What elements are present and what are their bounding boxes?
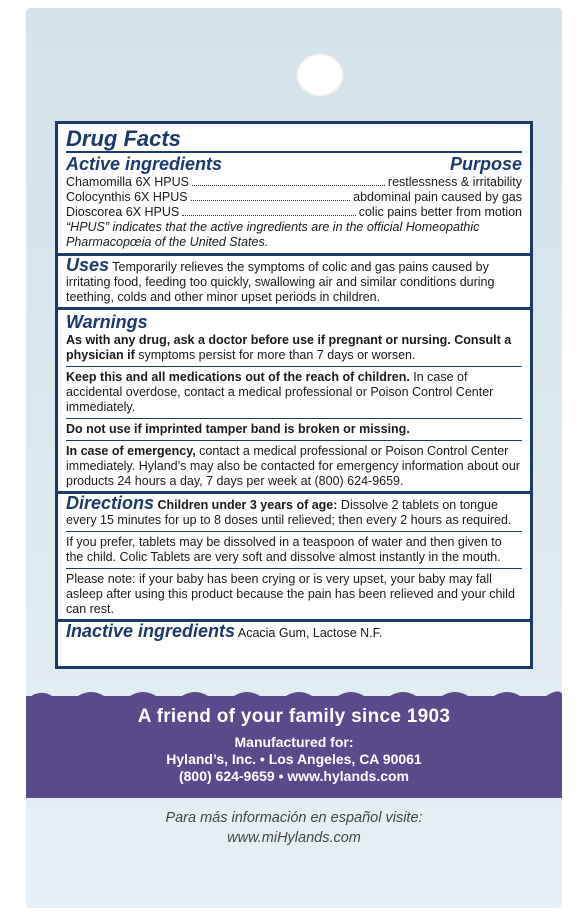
ingredient-row [66, 175, 522, 190]
dot-leader [182, 205, 355, 216]
divider [66, 418, 522, 419]
divider [66, 568, 522, 569]
hang-hole [296, 53, 344, 97]
inactive-text: Acacia Gum, Lactose N.F. [237, 626, 383, 640]
dot-leader [192, 175, 385, 186]
drug-facts-title: Drug Facts [66, 127, 522, 153]
dot-leader [191, 190, 351, 201]
brand-banner [26, 696, 562, 798]
warning-children [66, 370, 522, 415]
ingredient-purpose: abdominal pain caused by gas [353, 190, 522, 204]
warning-emergency-bold: In case of emergency, [66, 444, 196, 458]
active-ingredients-label: Active ingredients [66, 154, 223, 174]
warning-emergency [66, 444, 522, 489]
spanish-line: Para más información en español visite: [165, 810, 423, 826]
directions-dissolve: If you prefer, tablets may be dissolved in a teaspoon of water and then given to the child. Colic Tablets are very soft and dissolve almost instantly in the mouth. [66, 535, 502, 564]
mfg-line: (800) 624-9659 • www.hylands.com [178, 768, 410, 784]
uses-heading: Uses [66, 255, 110, 275]
directions-text: Dissolve 2 tablets on tongue every 15 minutes for up to 8 doses until relieved; then every 2 hours as required. [66, 498, 512, 527]
directions-age: Children under 3 years of age: [157, 498, 338, 512]
tagline: A friend of your family since 1903 [137, 706, 451, 727]
section-divider [58, 307, 530, 310]
ingredient-name: Colocynthis 6X HPUS [66, 190, 188, 204]
mfg-line: Hyland’s, Inc. • Los Angeles, CA 90061 [166, 751, 422, 767]
directions-heading: Directions [66, 493, 155, 513]
spanish-url: www.miHylands.com [227, 830, 361, 846]
divider [66, 440, 522, 441]
mfg-line: Manufactured for: [234, 734, 354, 750]
hpus-note: “HPUS” indicates that the active ingredients are in the official Homeopathic Pharmacopœia of the United States. [66, 220, 480, 249]
spanish-info [26, 808, 562, 848]
divider [66, 366, 522, 367]
active-ingredients-header [66, 153, 522, 175]
warning-pregnancy [66, 333, 522, 363]
manufacturer-info [26, 734, 562, 785]
section-divider [58, 253, 530, 256]
drug-facts-panel [55, 121, 533, 669]
uses-text: Temporarily relieves the symptoms of colic and gas pains caused by irritating food, feeding too quickly, swallowing air and similar conditions during teething, colds and other minor upset periods in children. [66, 260, 495, 304]
purpose-label: Purpose [449, 154, 522, 174]
warning-children-text: In case of accidental overdose, contact a medical professional or Poison Control Center immediately. [66, 370, 494, 414]
warning-emergency-text: contact a medical professional or Poison Control Center immediately. Hyland’s may also be contacted for emergency information about our products 24 hours a day, 7 days per week at (800) 624-9659. [66, 444, 520, 488]
ingredient-row [66, 205, 522, 220]
warning-children-bold: Keep this and all medications out of the reach of children. [66, 370, 410, 384]
ingredient-purpose: colic pains better from motion [358, 205, 522, 219]
directions-section [66, 493, 522, 528]
ingredient-row [66, 190, 522, 205]
warning-pregnancy-bold: As with any drug, ask a doctor before use if pregnant or nursing. Consult a physician if [66, 333, 512, 362]
inactive-section [66, 621, 522, 641]
divider [66, 531, 522, 532]
directions-note: Please note: if your baby has been crying or is very upset, your baby may fall asleep after using this product because the pain has been relieved and your child can rest. [66, 572, 515, 616]
ingredient-purpose: restlessness & irritability [387, 175, 522, 189]
ingredient-name: Chamomilla 6X HPUS [66, 175, 189, 189]
warning-pregnancy-text: symptoms persist for more than 7 days or worsen. [134, 348, 416, 362]
warnings-heading: Warnings [66, 312, 148, 332]
uses-section [66, 255, 522, 305]
ingredient-name: Dioscorea 6X HPUS [66, 205, 180, 219]
inactive-heading: Inactive ingredients [66, 621, 236, 641]
warning-tamper: Do not use if imprinted tamper band is broken or missing. [66, 422, 410, 436]
scallop-edge [26, 688, 562, 700]
